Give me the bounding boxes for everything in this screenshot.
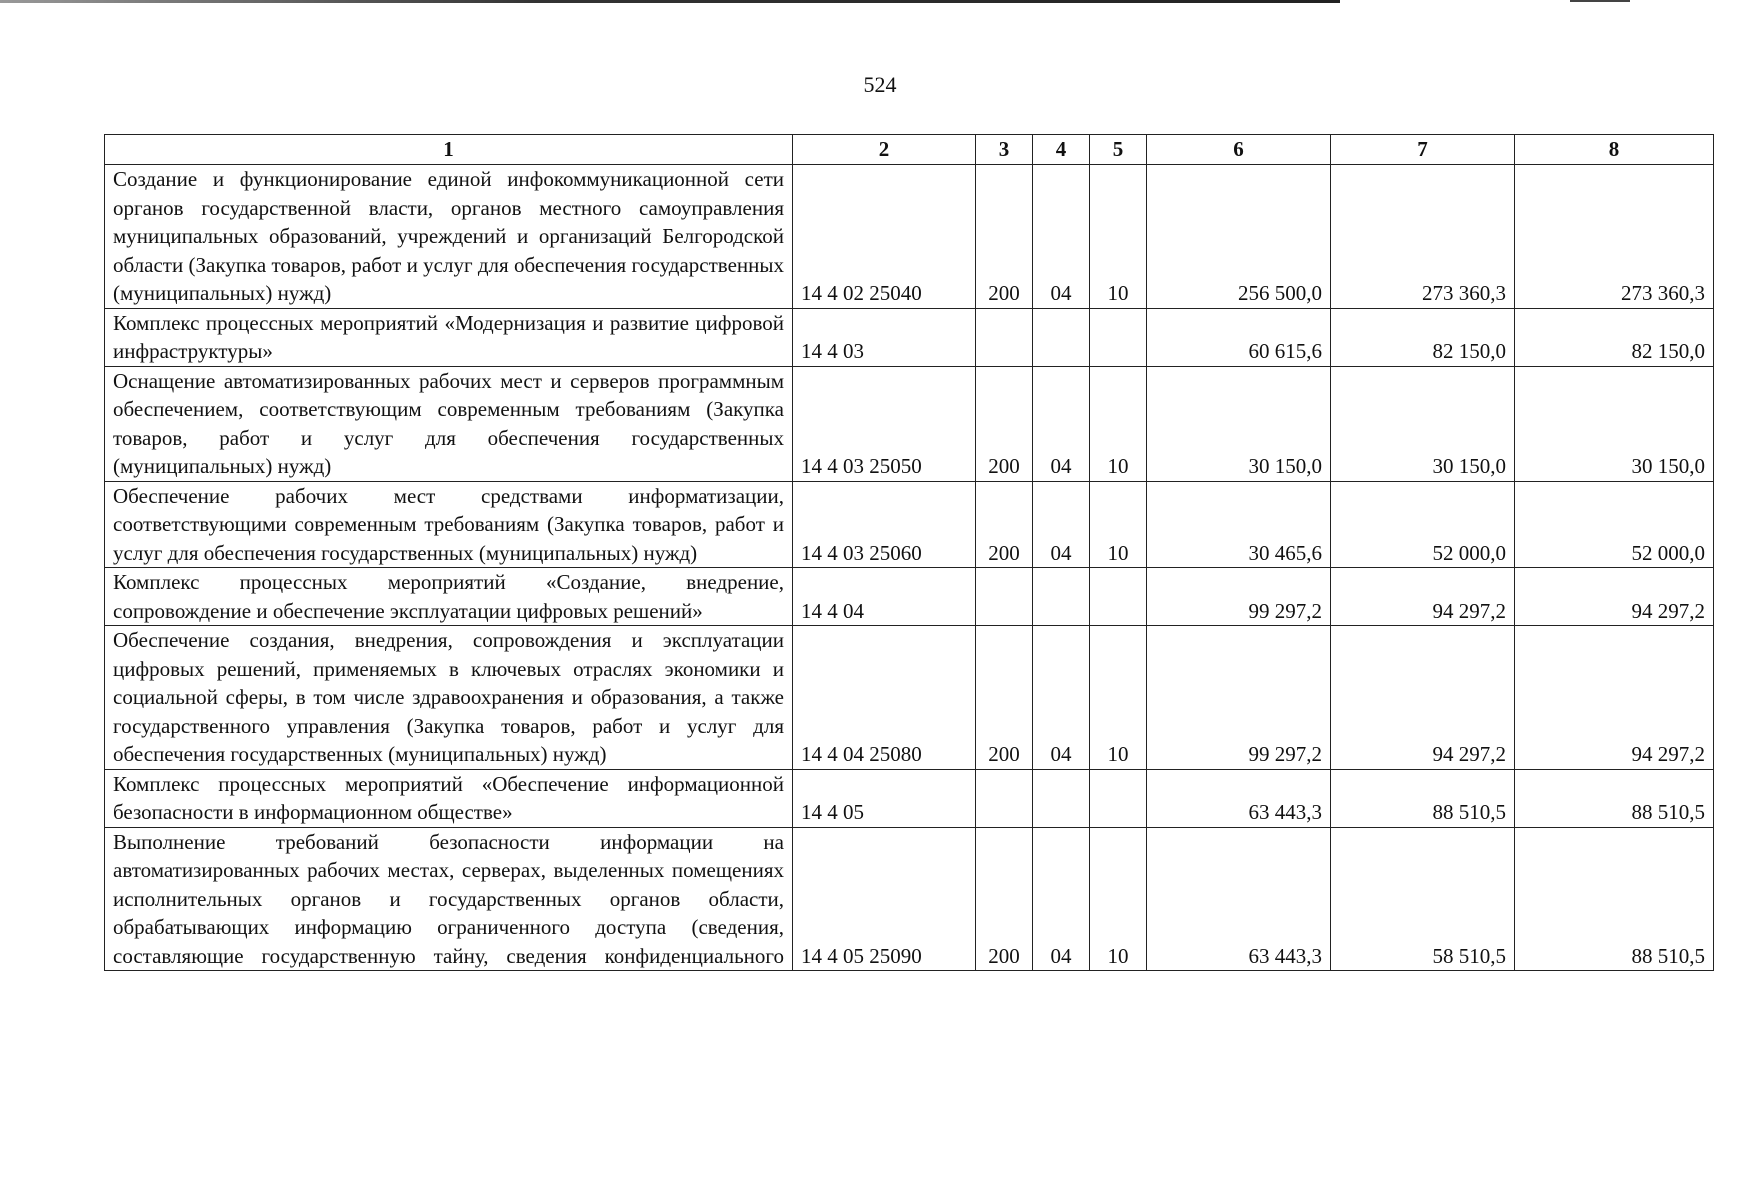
row-value-7: 52 000,0 [1331,481,1515,568]
column-header: 1 [105,135,793,165]
row-col4 [1033,769,1090,827]
row-code: 14 4 05 25090 [793,827,976,971]
row-value-6: 63 443,3 [1147,769,1331,827]
table-row [105,481,1714,568]
row-col4: 04 [1033,366,1090,481]
row-name: Обеспечение рабочих мест средствами информатизации, соответствующими современным требованиям (Закупка товаров, работ и услуг для обеспечения государственных (муниципальных) нужд) [105,481,793,568]
row-value-7: 94 297,2 [1331,568,1515,626]
row-value-6: 30 150,0 [1147,366,1331,481]
row-name: Обеспечение создания, внедрения, сопровождения и эксплуатации цифровых решений, применяемых в ключевых отраслях экономики и социальной сферы, в том числе здравоохранения и образования, а также государственного управления (Закупка товаров, работ и услуг для обеспечения государственных (муниципальных) нужд) [105,626,793,770]
column-header: 7 [1331,135,1515,165]
row-value-8: 273 360,3 [1515,165,1714,309]
row-col4: 04 [1033,481,1090,568]
table-row [105,366,1714,481]
row-code: 14 4 03 25050 [793,366,976,481]
row-name: Комплекс процессных мероприятий «Модернизация и развитие цифровой инфраструктуры» [105,308,793,366]
row-value-8: 88 510,5 [1515,769,1714,827]
row-value-6: 63 443,3 [1147,827,1331,971]
table-header-row [105,135,1714,165]
row-name: Создание и функционирование единой инфокоммуникационной сети органов государственной власти, органов местного самоуправления муниципальных образований, учреждений и организаций Белгородской области (Закупка товаров, работ и услуг для обеспечения государственных (муниципальных) нужд) [105,165,793,309]
row-value-6: 60 615,6 [1147,308,1331,366]
column-header: 5 [1090,135,1147,165]
row-col3 [976,769,1033,827]
scan-top-edge-mark [1570,0,1630,2]
row-value-8: 82 150,0 [1515,308,1714,366]
row-col3: 200 [976,481,1033,568]
row-col5 [1090,308,1147,366]
row-value-7: 58 510,5 [1331,827,1515,971]
row-col4: 04 [1033,165,1090,309]
column-header: 4 [1033,135,1090,165]
row-value-8: 88 510,5 [1515,827,1714,971]
row-value-8: 30 150,0 [1515,366,1714,481]
row-value-7: 273 360,3 [1331,165,1515,309]
row-col5 [1090,568,1147,626]
row-code: 14 4 03 [793,308,976,366]
row-col5: 10 [1090,481,1147,568]
row-col4 [1033,568,1090,626]
row-value-6: 99 297,2 [1147,568,1331,626]
page-number: 524 [863,72,897,97]
table-row [105,165,1714,309]
row-col4: 04 [1033,626,1090,770]
row-col5 [1090,769,1147,827]
row-col5: 10 [1090,366,1147,481]
column-header: 8 [1515,135,1714,165]
row-value-6: 256 500,0 [1147,165,1331,309]
row-code: 14 4 05 [793,769,976,827]
row-col3: 200 [976,366,1033,481]
row-col3 [976,568,1033,626]
row-code: 14 4 04 25080 [793,626,976,770]
row-col3 [976,308,1033,366]
row-col5: 10 [1090,626,1147,770]
column-header: 2 [793,135,976,165]
budget-table [104,134,1714,971]
row-value-6: 30 465,6 [1147,481,1331,568]
table-row [105,626,1714,770]
row-name: Комплекс процессных мероприятий «Обеспечение информационной безопасности в информационном обществе» [105,769,793,827]
row-name: Оснащение автоматизированных рабочих мест и серверов программным обеспечением, соответствующим современным требованиям (Закупка товаров, работ и услуг для обеспечения государственных (муниципальных) нужд) [105,366,793,481]
row-col4 [1033,308,1090,366]
row-col5: 10 [1090,165,1147,309]
row-value-7: 30 150,0 [1331,366,1515,481]
row-col4: 04 [1033,827,1090,971]
row-name: Выполнение требований безопасности информации на автоматизированных рабочих местах, серверах, выделенных помещениях исполнительных органов и государственных органов области, обрабатывающих информацию ограниченного доступа (сведения, составляющие государственную тайну, сведения конфиденциального [105,827,793,971]
row-code: 14 4 03 25060 [793,481,976,568]
row-col3: 200 [976,165,1033,309]
row-value-7: 94 297,2 [1331,626,1515,770]
row-col3: 200 [976,827,1033,971]
table-row [105,308,1714,366]
row-value-6: 99 297,2 [1147,626,1331,770]
table-row [105,568,1714,626]
row-value-8: 52 000,0 [1515,481,1714,568]
column-header: 3 [976,135,1033,165]
table-row [105,827,1714,971]
row-col5: 10 [1090,827,1147,971]
row-value-7: 88 510,5 [1331,769,1515,827]
row-name: Комплекс процессных мероприятий «Создание, внедрение, сопровождение и обеспечение эксплуатации цифровых решений» [105,568,793,626]
row-value-8: 94 297,2 [1515,626,1714,770]
column-header: 6 [1147,135,1331,165]
row-col3: 200 [976,626,1033,770]
scan-top-edge [0,0,1340,3]
row-code: 14 4 02 25040 [793,165,976,309]
table-row [105,769,1714,827]
row-value-7: 82 150,0 [1331,308,1515,366]
row-code: 14 4 04 [793,568,976,626]
row-value-8: 94 297,2 [1515,568,1714,626]
